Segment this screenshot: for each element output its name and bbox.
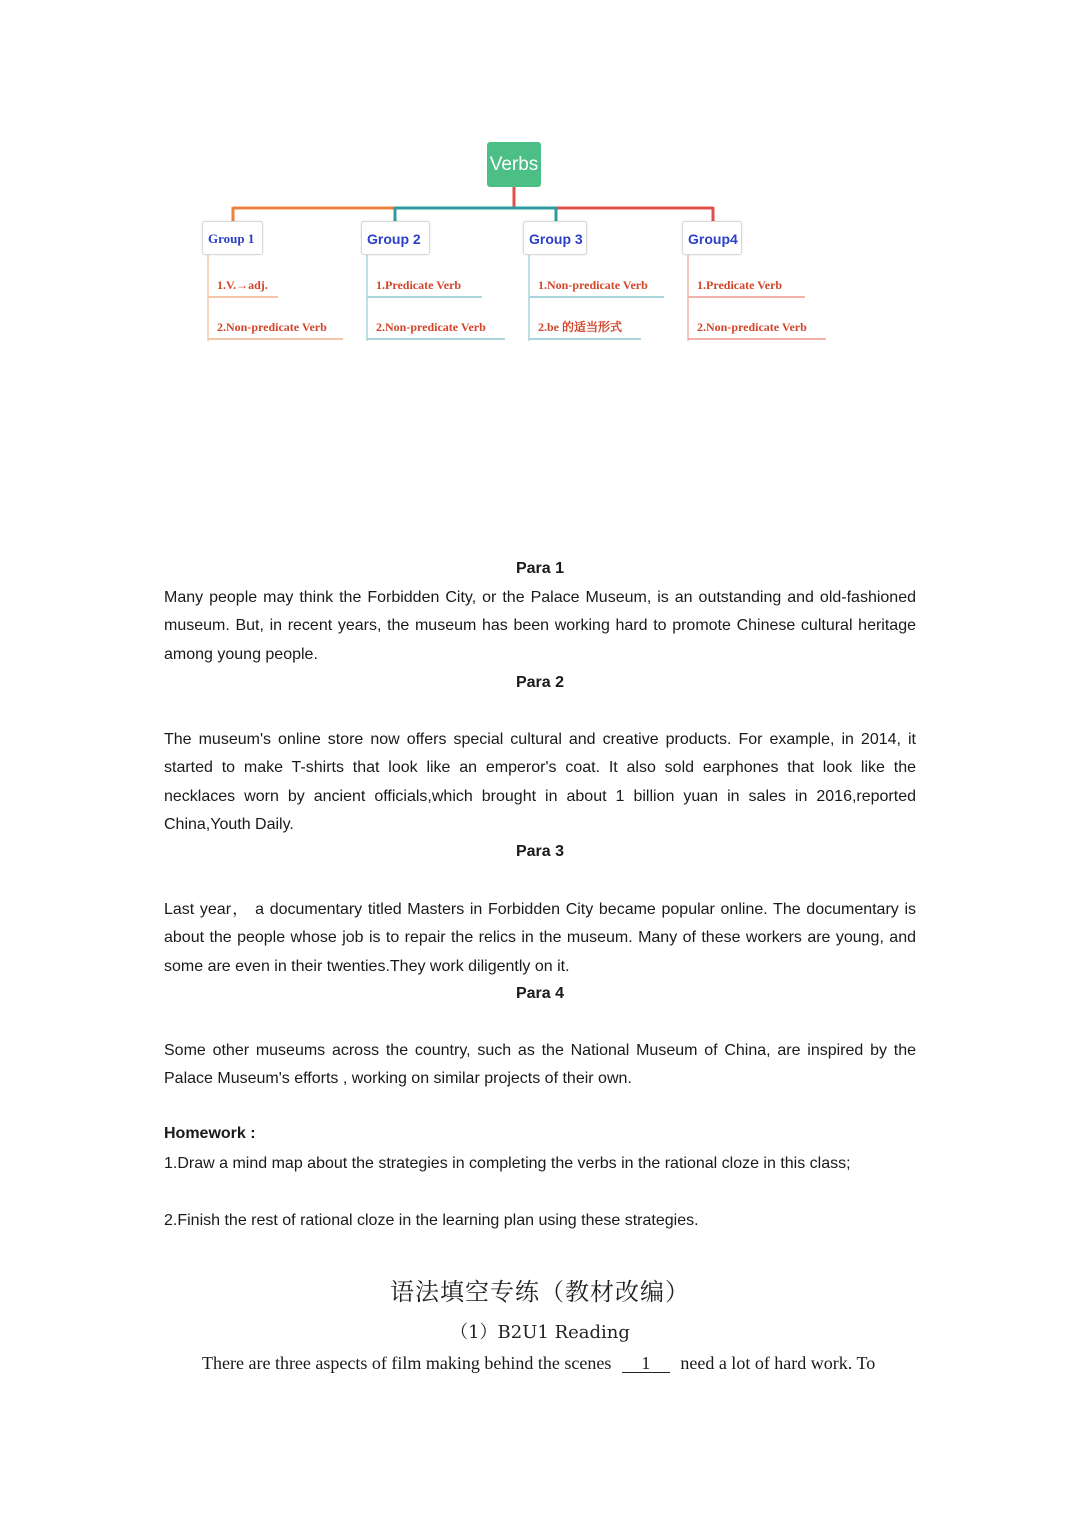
para-4-title: Para 4 — [515, 985, 565, 1002]
group-3-item-2: 2.be 的适当形式 — [529, 314, 641, 340]
cloze-text-before: There are three aspects of film making behind the scenes — [202, 1353, 612, 1373]
homework-title: Homework : — [164, 1125, 256, 1142]
group-4-node: Group4 — [682, 221, 742, 255]
cloze-text-after: need a lot of hard work. To — [680, 1353, 876, 1373]
cloze-subtitle: （1）B2U1 Reading — [450, 1322, 630, 1343]
mind-map-root: Verbs — [487, 142, 541, 187]
group-2-item-1: 1.Predicate Verb — [367, 272, 482, 298]
cloze-first-line — [202, 1353, 918, 1374]
homework-item-2: 2.Finish the rest of rational cloze in the learning plan using these strategies. — [164, 1212, 699, 1229]
verbs-mind-map — [0, 0, 1080, 360]
group-4-item-2: 2.Non-predicate Verb — [688, 314, 826, 340]
group-2-node: Group 2 — [361, 221, 430, 255]
group-2-item-2: 2.Non-predicate Verb — [367, 314, 505, 340]
para-2-title: Para 2 — [515, 674, 565, 691]
mind-map-connectors — [0, 0, 1080, 360]
para-4-text: Some other museums across the country, such as the National Museum of China, are inspired by the Palace Museum's efforts , working on similar projects of their own. — [164, 1042, 916, 1088]
cloze-title: 语法填空专练（教材改编） — [390, 1278, 690, 1306]
homework-item-1: 1.Draw a mind map about the strategies in completing the verbs in the rational cloze in this class; — [164, 1155, 851, 1172]
para-1-title: Para 1 — [515, 560, 565, 577]
group-4-item-1: 1.Predicate Verb — [688, 272, 805, 298]
para-3-text: Last year， a documentary titled Masters in Forbidden City became popular online. The documentary is about the people whose job is to repair the relics in the museum. Many of these workers are young, and some are even in their twenties.They work diligently on it. — [164, 901, 916, 975]
group-3-item-1: 1.Non-predicate Verb — [529, 272, 664, 298]
group-1-item-2: 2.Non-predicate Verb — [208, 314, 343, 340]
cloze-blank-1[interactable]: 1 — [622, 1354, 670, 1373]
group-1-item-1: 1.V.→adj. — [208, 272, 278, 298]
group-1-node: Group 1 — [202, 221, 263, 255]
para-1-text: Many people may think the Forbidden City, or the Palace Museum, is an outstanding and old-fashioned museum. But, in recent years, the museum has been working hard to promote Chinese cultural heritage among young people. — [164, 589, 916, 663]
para-2-text: The museum's online store now offers special cultural and creative products. For example, in 2014, it started to make T-shirts that look like an emperor's coat. It also sold earphones that look like the necklaces worn by ancient officials,which brought in about 1 billion yuan in sales in 2016,reported China,Youth Daily. — [164, 731, 916, 833]
para-3-title: Para 3 — [515, 843, 565, 860]
group-3-node: Group 3 — [523, 221, 587, 255]
